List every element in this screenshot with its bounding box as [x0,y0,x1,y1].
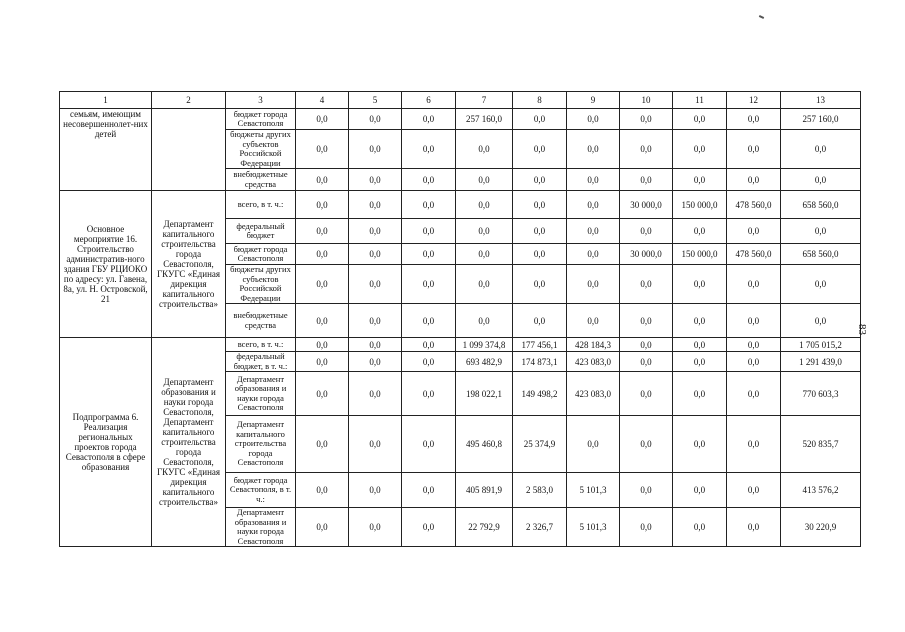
amount-cell: 0,0 [673,265,727,304]
amount-cell: 0,0 [402,169,456,191]
amount-cell: 0,0 [456,219,513,244]
amount-cell: 0,0 [296,219,349,244]
amount-cell: 0,0 [567,265,620,304]
amount-cell: 0,0 [727,130,781,169]
amount-cell: 1 099 374,8 [456,338,513,352]
funding-source-cell: Департамент образования и науки города Севастополя [226,508,296,547]
amount-cell: 0,0 [727,265,781,304]
amount-cell: 658 560,0 [781,244,861,265]
header-cell: 13 [781,92,861,109]
amount-cell: 0,0 [620,169,673,191]
activity-name-cell: Основное мероприятие 16. Строительство административ-ного здания ГБУ РЦИОКО по адресу: ул. Гавена, 8а, ул. Н. Островской, 21 [60,191,152,338]
amount-cell: 0,0 [673,130,727,169]
amount-cell: 428 184,3 [567,338,620,352]
amount-cell: 478 560,0 [727,244,781,265]
amount-cell: 0,0 [296,130,349,169]
amount-cell: 405 891,9 [456,473,513,508]
funding-source-cell: всего, в т. ч.: [226,191,296,219]
funding-source-cell: внебюджетные средства [226,304,296,338]
amount-cell: 198 022,1 [456,372,513,416]
amount-cell: 257 160,0 [456,109,513,130]
amount-cell: 0,0 [349,191,402,219]
amount-cell: 520 835,7 [781,416,861,473]
header-cell: 6 [402,92,456,109]
amount-cell: 0,0 [349,508,402,547]
responsible-executor-cell: Департамент капитального строительства города Севастополя, ГКУГС «Единая дирекция капитального строительства» [152,191,226,338]
amount-cell: 0,0 [349,473,402,508]
amount-cell: 0,0 [402,109,456,130]
header-cell: 8 [513,92,567,109]
amount-cell: 0,0 [456,191,513,219]
amount-cell: 0,0 [567,416,620,473]
amount-cell: 0,0 [620,372,673,416]
amount-cell: 0,0 [402,473,456,508]
amount-cell: 2 583,0 [513,473,567,508]
amount-cell: 0,0 [402,265,456,304]
header-cell: 4 [296,92,349,109]
funding-source-cell: федеральный бюджет [226,219,296,244]
header-row [60,92,861,109]
amount-cell: 0,0 [673,416,727,473]
funding-source-cell: бюджет города Севастополя, в т. ч.: [226,473,296,508]
amount-cell: 0,0 [727,338,781,352]
amount-cell: 0,0 [513,219,567,244]
amount-cell: 0,0 [673,304,727,338]
amount-cell: 0,0 [620,265,673,304]
amount-cell: 30 000,0 [620,191,673,219]
amount-cell: 0,0 [781,304,861,338]
amount-cell: 0,0 [349,304,402,338]
amount-cell: 0,0 [727,473,781,508]
amount-cell: 1 291 439,0 [781,352,861,372]
amount-cell: 0,0 [456,304,513,338]
amount-cell: 0,0 [727,416,781,473]
amount-cell: 0,0 [456,169,513,191]
amount-cell: 25 374,9 [513,416,567,473]
amount-cell: 0,0 [620,416,673,473]
amount-cell: 30 220,9 [781,508,861,547]
amount-cell: 0,0 [349,372,402,416]
funding-source-cell: федеральный бюджет, в т. ч.: [226,352,296,372]
amount-cell: 0,0 [349,416,402,473]
amount-cell: 0,0 [349,130,402,169]
header-cell: 3 [226,92,296,109]
amount-cell: 0,0 [727,508,781,547]
funding-source-cell: внебюджетные средства [226,169,296,191]
amount-cell: 30 000,0 [620,244,673,265]
amount-cell: 693 482,9 [456,352,513,372]
amount-cell: 174 873,1 [513,352,567,372]
amount-cell: 0,0 [620,508,673,547]
amount-cell: 0,0 [296,416,349,473]
header-cell: 10 [620,92,673,109]
table-body [60,92,861,547]
header-cell: 9 [567,92,620,109]
budget-table [59,91,861,547]
amount-cell: 0,0 [567,109,620,130]
amount-cell: 0,0 [727,219,781,244]
amount-cell: 0,0 [673,508,727,547]
amount-cell: 0,0 [349,169,402,191]
amount-cell: 423 083,0 [567,352,620,372]
amount-cell: 658 560,0 [781,191,861,219]
amount-cell: 0,0 [456,244,513,265]
amount-cell: 0,0 [296,109,349,130]
amount-cell: 0,0 [513,109,567,130]
amount-cell: 770 603,3 [781,372,861,416]
amount-cell: 0,0 [513,244,567,265]
amount-cell: 0,0 [620,352,673,372]
amount-cell: 0,0 [349,338,402,352]
amount-cell: 423 083,0 [567,372,620,416]
amount-cell: 150 000,0 [673,191,727,219]
header-cell: 12 [727,92,781,109]
funding-source-cell: бюджеты других субъектов Российской Федерации [226,265,296,304]
amount-cell: 0,0 [513,130,567,169]
activity-name-cell: семьям, имеющим несовершеннолет-них детей [60,109,152,191]
amount-cell: 0,0 [402,304,456,338]
amount-cell: 0,0 [513,191,567,219]
amount-cell: 0,0 [456,130,513,169]
amount-cell: 0,0 [402,352,456,372]
amount-cell: 0,0 [296,191,349,219]
amount-cell: 0,0 [296,508,349,547]
amount-cell: 1 705 015,2 [781,338,861,352]
amount-cell: 0,0 [296,244,349,265]
amount-cell: 0,0 [727,169,781,191]
header-cell: 7 [456,92,513,109]
amount-cell: 478 560,0 [727,191,781,219]
amount-cell: 0,0 [567,304,620,338]
amount-cell: 0,0 [513,169,567,191]
amount-cell: 149 498,2 [513,372,567,416]
amount-cell: 0,0 [402,416,456,473]
amount-cell: 0,0 [620,338,673,352]
amount-cell: 495 460,8 [456,416,513,473]
amount-cell: 0,0 [620,219,673,244]
amount-cell: 150 000,0 [673,244,727,265]
amount-cell: 0,0 [620,109,673,130]
table-row [60,191,861,219]
amount-cell: 0,0 [349,109,402,130]
amount-cell: 0,0 [781,169,861,191]
amount-cell: 0,0 [727,304,781,338]
page-number: 83 [856,324,868,335]
amount-cell: 0,0 [727,352,781,372]
amount-cell: 0,0 [673,473,727,508]
amount-cell: 5 101,3 [567,508,620,547]
funding-source-cell: Департамент капитального строительства города Севастополя [226,416,296,473]
amount-cell: 0,0 [620,304,673,338]
amount-cell: 0,0 [673,169,727,191]
activity-name-cell: Подпрограмма 6. Реализация региональных проектов города Севастополя в сфере образования [60,338,152,547]
amount-cell: 0,0 [296,304,349,338]
funding-source-cell: бюджет города Севастополя [226,109,296,130]
amount-cell: 0,0 [781,219,861,244]
amount-cell: 177 456,1 [513,338,567,352]
amount-cell: 0,0 [296,338,349,352]
responsible-executor-cell: Департамент образования и науки города Севастополя, Департамент капитального строительства города Севастополя, ГКУГС «Единая дирекция капитального строительства» [152,338,226,547]
responsible-executor-cell [152,109,226,191]
amount-cell: 0,0 [349,219,402,244]
amount-cell: 0,0 [513,265,567,304]
table-row [60,109,861,130]
header-cell: 5 [349,92,402,109]
funding-source-cell: всего, в т. ч.: [226,338,296,352]
amount-cell: 0,0 [402,244,456,265]
amount-cell: 0,0 [402,191,456,219]
table-row [60,338,861,352]
amount-cell: 0,0 [673,372,727,416]
amount-cell: 0,0 [402,219,456,244]
amount-cell: 0,0 [402,338,456,352]
amount-cell: 0,0 [567,169,620,191]
header-cell: 2 [152,92,226,109]
amount-cell: 0,0 [673,219,727,244]
amount-cell: 0,0 [296,169,349,191]
amount-cell: 0,0 [727,109,781,130]
amount-cell: 0,0 [567,244,620,265]
amount-cell: 0,0 [349,352,402,372]
amount-cell: 0,0 [296,372,349,416]
funding-source-cell: бюджеты других субъектов Российской Федерации [226,130,296,169]
amount-cell: 0,0 [673,338,727,352]
amount-cell: 0,0 [456,265,513,304]
amount-cell: 2 326,7 [513,508,567,547]
header-cell: 1 [60,92,152,109]
amount-cell: 0,0 [673,109,727,130]
funding-source-cell: Департамент образования и науки города Севастополя [226,372,296,416]
amount-cell: 257 160,0 [781,109,861,130]
amount-cell: 0,0 [349,265,402,304]
amount-cell: 0,0 [296,352,349,372]
amount-cell: 0,0 [567,130,620,169]
funding-source-cell: бюджет города Севастополя [226,244,296,265]
amount-cell: 0,0 [402,508,456,547]
amount-cell: 0,0 [620,130,673,169]
amount-cell: 0,0 [781,130,861,169]
amount-cell: 0,0 [673,352,727,372]
amount-cell: 0,0 [781,265,861,304]
amount-cell: 0,0 [296,265,349,304]
amount-cell: 22 792,9 [456,508,513,547]
amount-cell: 0,0 [349,244,402,265]
header-cell: 11 [673,92,727,109]
amount-cell: 0,0 [513,304,567,338]
amount-cell: 0,0 [727,372,781,416]
amount-cell: 0,0 [620,473,673,508]
amount-cell: 5 101,3 [567,473,620,508]
amount-cell: 0,0 [567,219,620,244]
amount-cell: 0,0 [296,473,349,508]
amount-cell: 0,0 [402,130,456,169]
amount-cell: 413 576,2 [781,473,861,508]
amount-cell: 0,0 [402,372,456,416]
scan-mark [759,15,764,19]
amount-cell: 0,0 [567,191,620,219]
